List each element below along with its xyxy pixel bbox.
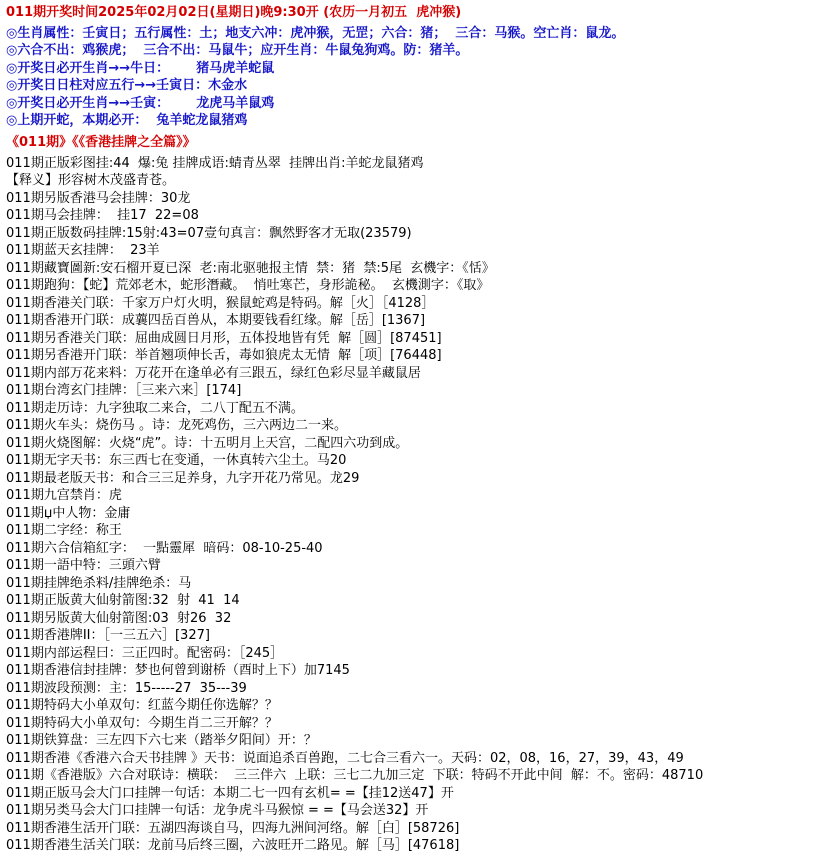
body-line: 011期蓝天玄挂牌： 23羊 <box>6 243 160 258</box>
attributes-block <box>6 25 829 130</box>
body-line: 011期另香港开门联：举首翘项伸长舌，毒如狼虎太无情 解［项］[76448] <box>6 348 442 363</box>
body-line: 011期跑狗：【蛇】荒郊老木，蛇形潛藏。 悄吐寒芒，身形詭秘。 玄機測字：《取》 <box>6 278 490 293</box>
body-line: 011期香港《香港六合天书挂牌 》天书：说面追杀百兽跑，二七合三看六一。天码：02，08，16，27，39，43，49 <box>6 750 684 766</box>
body-line: 011期挂牌绝杀料/挂牌绝杀：马 <box>6 575 192 591</box>
body-line: 011期香港信封挂牌：梦也何曾到谢桥（酉时上下）加7145 <box>6 663 350 678</box>
draw-time-header: 011期开奖时间2025年02月02日(星期日)晚9:30开 (农历一月初五 虎冲猴) <box>6 5 462 20</box>
body-line: 011期另香港关门联：屈曲成圆日月形，五体投地皆有凭 解［圆］[87451] <box>6 330 442 346</box>
body-line: 011期无字天书：东三西七在变通，一休真转六尘土。马20 <box>6 453 347 468</box>
body-line: 011期藏寶圖新:安石榴开夏已深 老:南北驱驰报主情 禁：猪 禁:5尾 玄機字：《恬》 <box>6 260 495 276</box>
body-line: 011期香港生活开门联：五湖四海谈自马，四海九洲间河络。解［白］[58726] <box>6 820 460 836</box>
body-line: 011期走历诗：九字独取二来合，二八丁配五不满。 <box>6 400 304 416</box>
body-line: 011期内部万花来料：万花开在逢单必有三跟五，绿红色彩尽显羊藏鼠居 <box>6 365 421 381</box>
body-line: 011期九宫禁肖：虎 <box>6 488 122 503</box>
body-line: 011期马会挂牌： 挂17 22=08 <box>6 208 199 223</box>
body-line: 011期香港生活关门联：龙前马后终三圈，六波旺开二路见。解［马］[47618] <box>6 838 460 853</box>
body-line: 011期正版黄大仙射箭图:32 射 41 14 <box>6 593 240 608</box>
body-line: 011期二字经：称王 <box>6 523 122 538</box>
body-line: 011期铁算盘：三左四下六七来（踏举夕阳间）开：？ <box>6 733 317 748</box>
attribute-line-2: ◎六合不出：鸡猴虎； 三合不出：马鼠牛；应开生肖：牛鼠兔狗鸡。防：猪羊。 <box>6 43 469 58</box>
body-line: 011期火车头：烧伤马 。诗：龙死鸡伤，三六两边二一来。 <box>6 418 347 433</box>
attribute-line-1: ◎生肖属性：壬寅日；五行属性：土；地支六冲：虎冲猴，无罡；六合：猪； 三合：马猴。空亡肖：鼠龙。 <box>6 25 625 41</box>
attribute-line-5: ◎开奖日必开生肖→→壬寅： 龙虎马羊鼠鸡 <box>6 95 275 111</box>
body-line: 011期内部运程曰：三正四时。配密码：［245］ <box>6 645 284 661</box>
attribute-line-6: ◎上期开蛇，本期必开： 兔羊蛇龙鼠猪鸡 <box>6 113 248 128</box>
body-line: 011期《香港版》六合对联诗：横联： 三三伴六 上联：三七二九加三定 下联：特码不开此中间 解：不。密码：48710 <box>6 768 704 783</box>
body-line: 【释义】形容树木茂盛青苍。 <box>6 173 176 188</box>
body-line: 011期波段预测：主：15-----27 35---39 <box>6 680 247 696</box>
body-line: 011期六合信箱紅字： 一點靈犀 暗码：08-10-25-40 <box>6 540 323 556</box>
body-line: 011期一語中特：三頭六臂 <box>6 558 161 573</box>
body-block <box>6 155 829 855</box>
body-line: 011期џ中人物：金庸 <box>6 505 131 521</box>
body-line: 011期特码大小单双句：红蓝今期任你选解？？ <box>6 698 278 713</box>
body-line: 011期另版香港马会挂牌：30龙 <box>6 190 191 206</box>
body-line: 011期香港开门联：成蘘四岳百兽从，本期要钱看红缘。解［岳］[1367] <box>6 313 426 328</box>
body-line: 011期香港关门联：千家万户灯火明，猴鼠蛇鸡是特码。解［火］［4128］ <box>6 295 435 311</box>
body-line: 011期特码大小单双句：今期生肖二三开解？？ <box>6 715 278 731</box>
attribute-line-4: ◎开奖日日柱对应五行→→壬寅日：木金水 <box>6 78 248 93</box>
body-line: 011期另类马会大门口挂牌一句话：龙争虎斗马猴惊 = =【马会送32】开 <box>6 803 429 818</box>
body-line: 011期正版彩图挂:44 爆:兔 挂牌成语:蜻青丛翠 挂牌出肖:羊蛇龙鼠猪鸡 <box>6 155 424 171</box>
section-title: 《011期》《《香港挂牌之全篇》》 <box>6 134 196 150</box>
body-line: 011期正版马会大门口挂牌一句话：本期二七一四有玄机= =【挂12送47】开 <box>6 785 454 801</box>
body-line: 011期最老版天书：和合三三足养身，九字开花乃常见。龙29 <box>6 470 360 486</box>
body-line: 011期正版数码挂牌:15射:43=07壹句真言：飘然野客才无取(23579) <box>6 225 412 241</box>
attribute-line-3: ◎开奖日必开生肖→→牛日： 猪马虎羊蛇鼠 <box>6 60 275 76</box>
body-line: 011期另版黄大仙射箭图:03 射26 32 <box>6 610 232 626</box>
body-line: 011期香港牌II：［一三五六］[327] <box>6 628 210 643</box>
body-line: 011期火烧图解：火烧“虎”。诗：十五明月上天宫，二配四六功到成。 <box>6 435 409 451</box>
body-line: 011期台湾玄门挂牌：［三来六来］[174] <box>6 383 242 398</box>
